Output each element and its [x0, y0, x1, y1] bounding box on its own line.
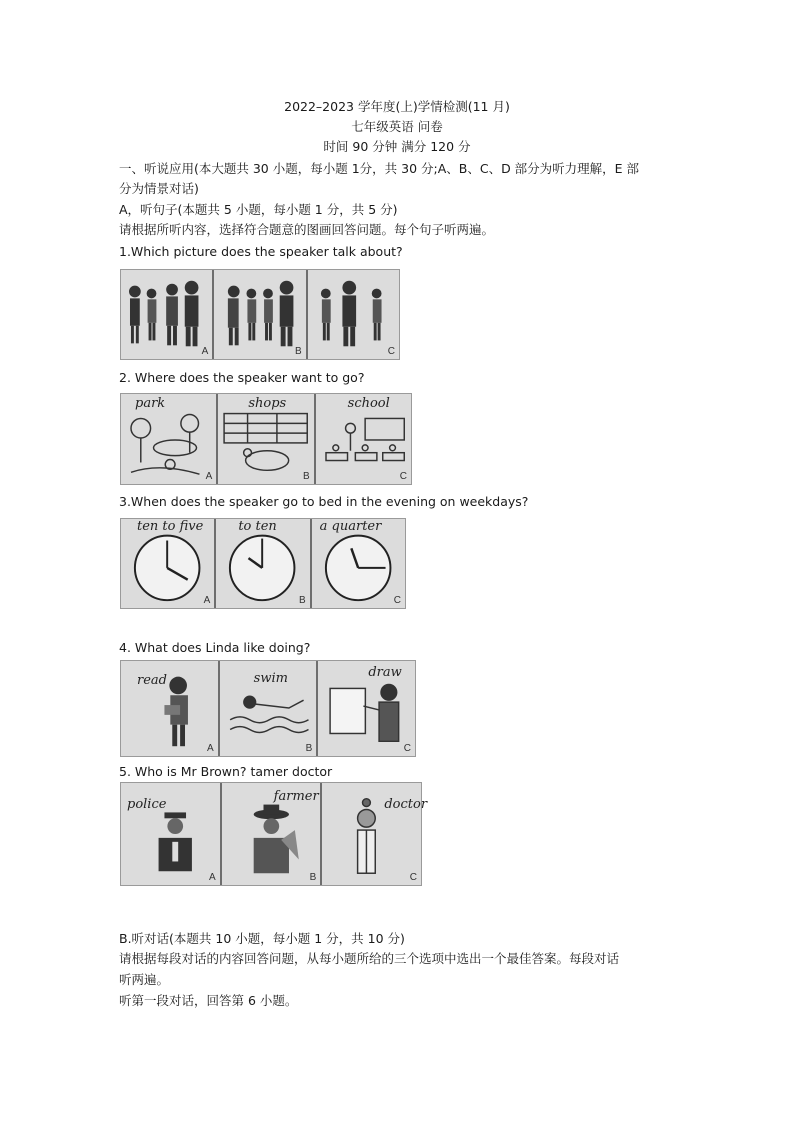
q2-option-c[interactable]	[316, 394, 411, 484]
drawing-illustration	[318, 661, 415, 756]
q2-picture-panel	[120, 393, 412, 485]
handwritten-label: farmer	[273, 789, 319, 804]
option-label: B	[298, 595, 306, 606]
park-illustration	[121, 394, 216, 484]
exam-title: 2022–2023 学年度(上)学情检测(11 月)	[284, 99, 510, 114]
people-group-illustration	[121, 270, 212, 359]
q1-option-b[interactable]	[214, 270, 307, 359]
q4-option-a[interactable]	[121, 661, 220, 756]
option-label: B	[302, 471, 310, 482]
handwritten-label: read	[137, 673, 167, 688]
q3-option-a[interactable]	[121, 519, 216, 608]
q4-option-b[interactable]	[220, 661, 319, 756]
handwritten-label: swim	[253, 671, 288, 686]
q4-picture-panel	[120, 660, 416, 757]
option-label: C	[393, 595, 401, 606]
handwritten-label: park	[135, 396, 166, 411]
question-2: 2. Where does the speaker want to go?	[119, 370, 365, 385]
option-label: B	[309, 872, 317, 883]
q2-option-b[interactable]	[218, 394, 315, 484]
part-b-instruction-cont: 听两遍。	[119, 972, 170, 987]
reading-girl-illustration	[121, 661, 218, 756]
exam-subtitle: 七年级英语 问卷	[351, 119, 443, 134]
q5-option-c[interactable]	[322, 783, 428, 885]
part-b-sub-instruction: 听第一段对话，回答第 6 小题。	[119, 993, 298, 1008]
option-label: A	[207, 743, 214, 754]
option-label: C	[403, 743, 412, 754]
question-4: 4. What does Linda like doing?	[119, 640, 311, 655]
section-heading-cont: 分为情景对话)	[119, 181, 199, 196]
doctor-illustration	[322, 783, 421, 885]
part-a-heading: A，听句子(本题共 5 小题，每小题 1 分，共 5 分)	[119, 202, 398, 217]
q4-option-c[interactable]	[318, 661, 415, 756]
option-label: B	[294, 346, 302, 357]
q5-option-b[interactable]	[222, 783, 323, 885]
shops-illustration	[218, 394, 313, 484]
q3-option-c[interactable]	[312, 519, 405, 608]
handwritten-label: school	[347, 396, 390, 411]
school-illustration	[316, 394, 411, 484]
q2-option-a[interactable]	[121, 394, 218, 484]
question-5: 5. Who is Mr Brown? tamer doctor	[119, 764, 333, 779]
q1-option-a[interactable]	[121, 270, 214, 359]
handwritten-label: draw	[368, 665, 402, 680]
handwritten-label: a quarter	[319, 519, 382, 534]
q5-picture-panel	[120, 782, 428, 886]
question-1: 1.Which picture does the speaker talk about?	[119, 244, 403, 259]
clock-icon	[121, 519, 214, 608]
clock-icon	[312, 519, 405, 608]
section-heading: 一、听说应用(本大题共 30 小题，每小题 1分，共 30 分;A、B、C、D 部分为听力理解，E 部	[119, 161, 640, 176]
handwritten-label: ten to five	[137, 519, 204, 534]
exam-time-info: 时间 90 分钟 满分 120 分	[323, 139, 471, 154]
option-label: A	[205, 471, 213, 482]
handwritten-label: police	[127, 797, 167, 812]
q5-option-a[interactable]	[121, 783, 222, 885]
option-label: C	[409, 872, 418, 883]
option-label: A	[201, 346, 209, 357]
clock-icon	[216, 519, 309, 608]
part-b-heading: B.听对话(本题共 10 小题，每小题 1 分，共 10 分)	[119, 931, 405, 946]
q3-picture-panel	[120, 518, 406, 609]
handwritten-label: doctor	[384, 797, 428, 812]
q1-option-c[interactable]	[308, 270, 399, 359]
police-officer-illustration	[121, 783, 220, 885]
people-group-illustration	[308, 270, 399, 359]
people-group-illustration	[214, 270, 305, 359]
question-3: 3.When does the speaker go to bed in the evening on weekdays?	[119, 494, 529, 509]
part-b-instruction: 请根据每段对话的内容回答问题，从每小题所给的三个选项中选出一个最佳答案。每段对话	[119, 951, 620, 966]
q3-option-b[interactable]	[216, 519, 311, 608]
farmer-illustration	[222, 783, 321, 885]
part-a-instruction: 请根据所听内容，选择符合题意的图画回答问题。每个句子听两遍。	[119, 222, 495, 237]
handwritten-label: to ten	[238, 519, 277, 534]
q1-picture-panel	[120, 269, 400, 360]
option-label: C	[399, 471, 407, 482]
option-label: B	[305, 743, 313, 754]
option-label: C	[387, 346, 395, 357]
option-label: A	[209, 872, 216, 883]
handwritten-label: shops	[248, 396, 287, 411]
swimming-illustration	[220, 661, 317, 756]
option-label: A	[203, 595, 211, 606]
